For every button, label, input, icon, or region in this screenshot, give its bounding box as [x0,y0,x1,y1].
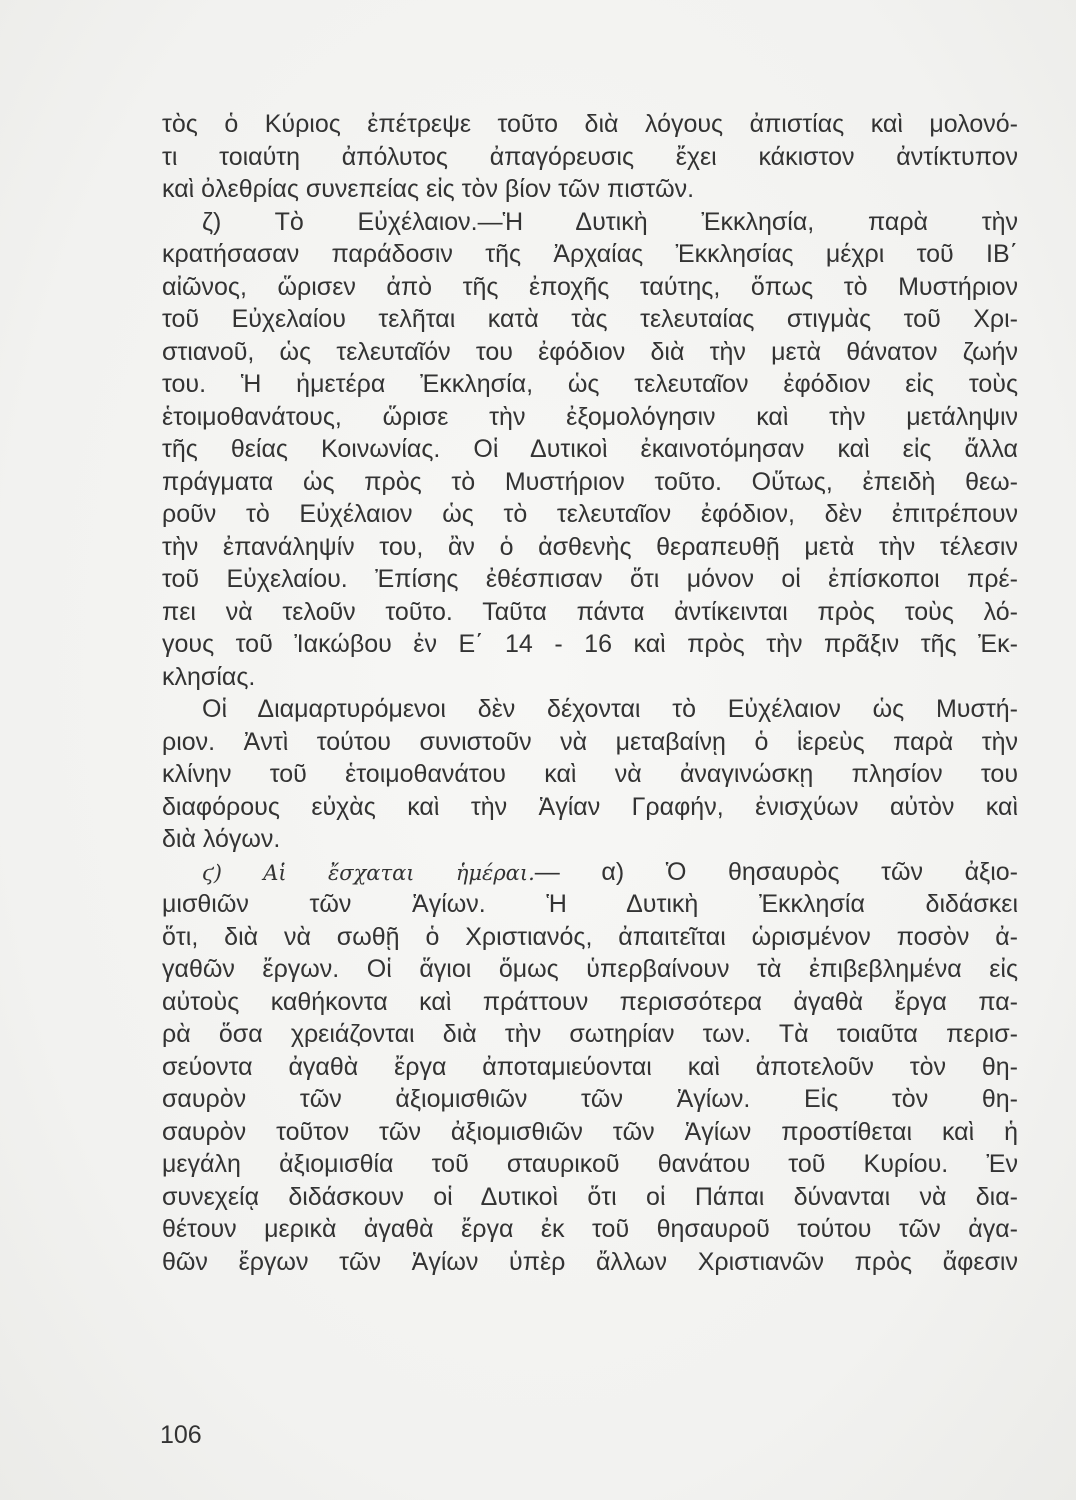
text-line: καὶ ὀλεθρίας συνεπείας εἰς τὸν βίον τῶν πιστῶν. [162,175,695,203]
text-line: γαθῶν ἔργων. Οἱ ἅγιοι ὅμως ὑπερβαίνουν τὰ ἐπιβεβλημένα εἰς [162,955,1018,983]
text-line: ροῦν τὸ Εὐχέλαιον ὡς τὸ τελευταῖον ἐφόδιον, δὲν ἐπιτρέπουν [162,500,1018,528]
text-line: διαφόρους εὐχὰς καὶ τὴν Ἁγίαν Γραφήν, ἐνισχύων αὐτὸν καὶ [162,792,1018,821]
text-line: γους τοῦ Ἰακώβου ἐν Ε΄ 14 - 16 καὶ πρὸς τὴν πρᾶξιν τῆς Ἐκ- [162,630,1018,658]
page-number: 106 [160,1421,202,1449]
text-line: κλησίας. [162,662,256,691]
text-line: μεγάλη ἀξιομισθία τοῦ σταυρικοῦ θανάτου τοῦ Κυρίου. Ἐν [162,1150,1018,1178]
text-line: τι τοιαύτη ἀπόλυτος ἀπαγόρευσις ἔχει κάκιστον ἀντίκτυπον [162,142,1018,171]
text-line: διὰ λόγων. [162,825,281,853]
text-line: ριον. Ἀντὶ τούτου συνιστοῦν νὰ μεταβαίνῃ ὁ ἱερεὺς παρὰ τὴν [162,727,1018,756]
text-line: πράγματα ὡς πρὸς τὸ Μυστήριον τοῦτο. Οὕτως, ἐπειδὴ θεω- [162,467,1018,496]
text-line: του. Ἡ ἡμετέρα Ἐκκλησία, ὡς τελευταῖον ἐφόδιον εἰς τοὺς [162,370,1018,398]
text-line: Οἱ Διαμαρτυρόμενοι δὲν δέχονται τὸ Εὐχέλαιον ὡς Μυστή- [202,695,1018,723]
text-line: αἰῶνος, ὥρισεν ἀπὸ τῆς ἐποχῆς ταύτης, ὅπως τὸ Μυστήριον [162,272,1018,301]
text-line: κρατήσασαν παράδοσιν τῆς Ἀρχαίας Ἐκκλησίας μέχρι τοῦ ΙΒ΄ [162,240,1018,268]
text-line: στιανοῦ, ὡς τελευταῖόν του ἐφόδιον διὰ τὴν μετὰ θάνατον ζωήν [162,337,1018,366]
text-line: ἑτοιμοθανάτους, ὥρισε τὴν ἐξομολόγησιν καὶ τὴν μετάληψιν [162,402,1018,431]
text-line: θῶν ἔργων τῶν Ἁγίων ὑπὲρ ἄλλων Χριστιανῶν πρὸς ἄφεσιν [162,1247,1018,1276]
text-line: συνεχείᾳ διδάσκουν οἱ Δυτικοὶ ὅτι οἱ Πάπαι δύνανται νὰ δια- [162,1182,1018,1211]
text-line: σαυρὸν τῶν ἀξιομισθιῶν τῶν Ἁγίων. Εἰς τὸν θη- [162,1085,1018,1113]
text-line: τοῦ Εὐχελαίου. Ἐπίσης ἐθέσπισαν ὅτι μόνον οἱ ἐπίσκοποι πρέ- [162,565,1018,593]
section-subheading: — α) Ὁ θησαυρὸς τῶν ἀξιο- [534,857,1018,886]
text-line: ζ) Τὸ Εὐχέλαιον.—Ἡ Δυτικὴ Ἐκκλησία, παρὰ τὴν [202,207,1018,236]
text-line: τῆς θείας Κοινωνίας. Οἱ Δυτικοὶ ἐκαινοτόμησαν καὶ εἰς ἄλλα [162,435,1018,463]
text-line: ρὰ ὅσα χρειάζονται διὰ τὴν σωτηρίαν των. Τὰ τοιαῦτα περισ- [162,1020,1018,1048]
text-line: πει νὰ τελοῦν τοῦτο. Ταῦτα πάντα ἀντίκεινται πρὸς τοὺς λό- [162,597,1018,626]
text-line: αὐτοὺς καθήκοντα καὶ πράττουν περισσότερα ἀγαθὰ ἔργα πα- [162,987,1018,1016]
text-line: τοῦ Εὐχελαίου τελῆται κατὰ τὰς τελευταίας στιγμὰς τοῦ Χρι- [162,305,1018,333]
text-line: σαυρὸν τοῦτον τῶν ἀξιομισθιῶν τῶν Ἁγίων προστίθεται καὶ ἡ [162,1117,1018,1146]
text-line: μισθιῶν τῶν Ἁγίων. Ἡ Δυτικὴ Ἐκκλησία διδάσκει [162,890,1018,918]
text-line: θέτουν μερικὰ ἀγαθὰ ἔργα ἐκ τοῦ θησαυροῦ τούτου τῶν ἀγα- [162,1215,1018,1243]
text-line: τὸς ὁ Κύριος ἐπέτρεψε τοῦτο διὰ λόγους ἀπιστίας καὶ μολονό- [162,110,1018,138]
text-line: κλίνην τοῦ ἑτοιμοθανάτου καὶ νὰ ἀναγινώσκῃ πλησίον του [162,760,1018,788]
text-line: τὴν ἐπανάληψίν του, ἂν ὁ ἀσθενὴς θεραπευθῇ μετὰ τὴν τέλεσιν [162,532,1018,561]
body-text [162,108,1018,1278]
text-line: σεύοντα ἀγαθὰ ἔργα ἀποταμιεύονται καὶ ἀποτελοῦν τὸν θη- [162,1052,1018,1081]
section-heading: ϛ) Αἱ ἔσχαται ἡμέραι. [202,860,535,885]
text-line [162,856,1018,889]
text-line: ὅτι, διὰ νὰ σωθῇ ὁ Χριστιανός, ἀπαιτεῖται ὡρισμένον ποσὸν ἀ- [162,922,1018,951]
